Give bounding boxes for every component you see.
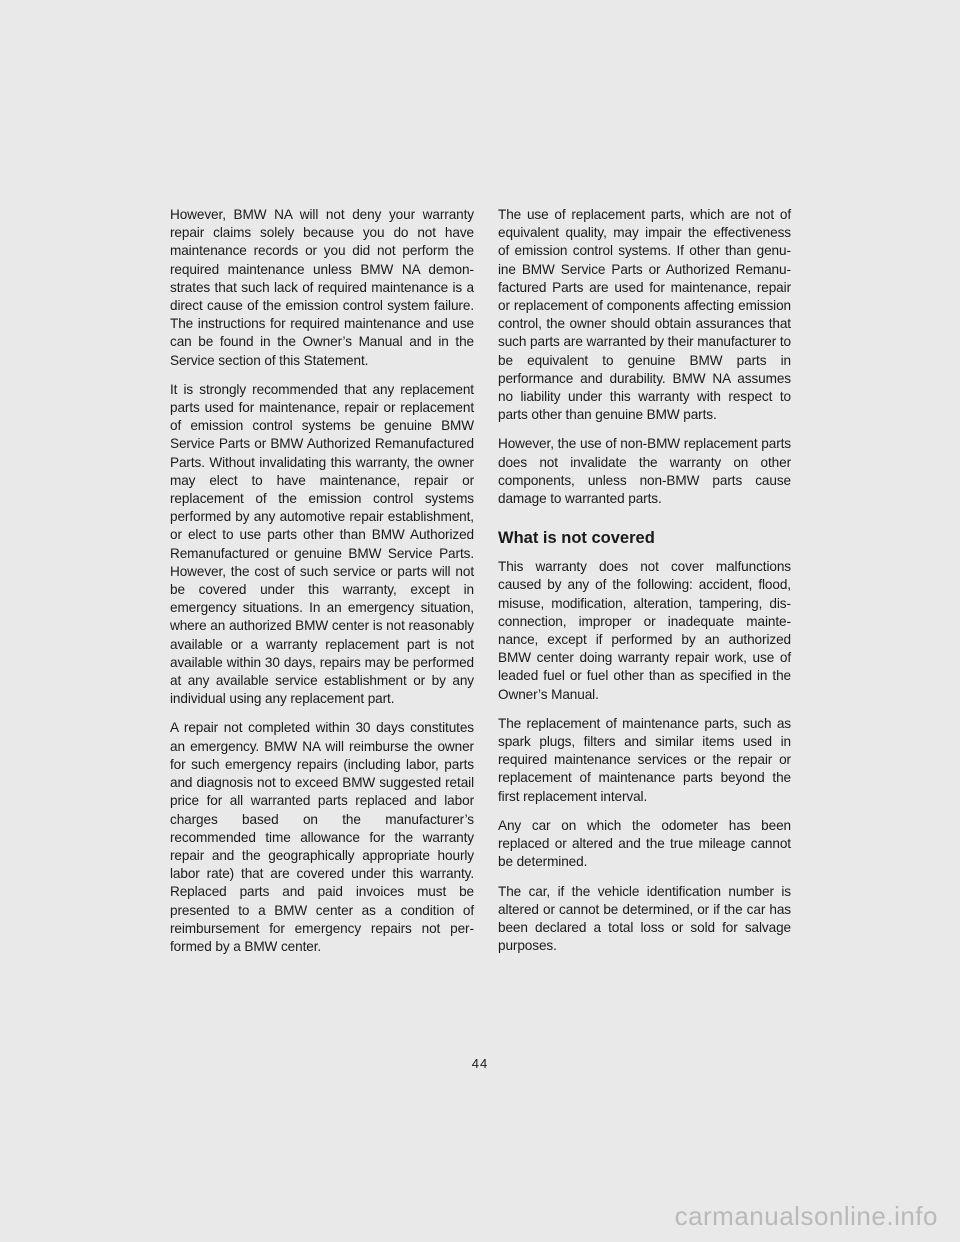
watermark: carmanualsonline.info <box>674 1201 938 1231</box>
paragraph-maintenance-parts: The replacement of maintenance parts, such as spark plugs, filters and similar items used in required maintenance services or the repair or replacement of maintenance parts beyond the first replacement interval. <box>498 715 791 804</box>
page-number: 44 <box>471 1056 489 1071</box>
paragraph-emergency-repairs: A repair not completed within 30 days constitutes an emergency. BMW NA will reimburse the owner for such emergency repairs (including labor, parts and diagnosis not to exceed BMW suggested retail price for all warranted parts replaced and labor charges based on the manufacturer’s recommended time allowance for the warranty repair and the geographically appropriate hourly labor rate) that are covered under this warranty. Replaced parts and paid invoices must be presented to a BMW center as a condition of reimbursement for emergency repairs not performed by a BMW center. <box>170 720 474 954</box>
paragraph-odometer: Any car on which the odometer has been replaced or altered and the true mileage cannot be determined. <box>498 817 791 870</box>
paragraph-vin: The car, if the vehicle identification number is altered or cannot be determined, or if the car has been declared a total loss or sold for salvage purposes. <box>498 883 791 954</box>
right-column <box>498 206 791 966</box>
paragraph-malfunctions: This warranty does not cover malfunctions caused by any of the following: accident, flood, misuse, modification, alteration, tampering, disconnection, improper or inadequate maintenance, except if performed by an authorized BMW center doing warranty repair work, use of leaded fuel or fuel other than as specified in the Owner’s Manual. <box>498 559 791 702</box>
paragraph-replacement-parts: It is strongly recommended that any replacement parts used for maintenance, repair or replacement of emission control systems be genuine BMW Service Parts or BMW Authorized Remanufactured Parts. Without invalidating this warranty, the owner may elect to have maintenance, repair or replacement of the emission control systems performed by any automotive repair establishment, or elect to use parts other than BMW Authorized Remanufactured or genuine BMW Service Parts. However, the cost of such service or parts will not be covered under this warranty, except in emergency situations. In an emergency situation, where an authorized BMW center is not reasonably available or a warranty replacement part is not available within 30 days, repairs may be performed at any available service establishment or by any individual using any replacement part. <box>170 381 474 707</box>
paragraph-non-bmw-parts: However, the use of non-BMW replacement parts does not invalidate the warranty on other components, unless non-BMW parts cause damage to warranted parts. <box>498 436 791 507</box>
paragraph-equivalent-quality: The use of replacement parts, which are not of equivalent quality, may impair the effectiveness of emission control systems. If other than genuine BMW Service Parts or Authorized Remanufactured Parts are used for maintenance, repair or replacement of components affecting emission control, the owner should obtain assurances that such parts are warranted by their manufacturer to be equivalent to genuine BMW parts in performance and durability. BMW NA assumes no liability under this warranty with respect to parts other than genuine BMW parts. <box>498 207 791 423</box>
paragraph-maintenance-records: However, BMW NA will not deny your warranty repair claims solely because you do not have maintenance records or you did not perform the required maintenance unless BMW NA demonstrates that such lack of required maintenance is a direct cause of the emission control system failure. The instructions for required maintenance and use can be found in the Owner’s Manual and in the Service section of this Statement. <box>170 207 474 368</box>
left-column <box>170 206 474 967</box>
section-heading-not-covered: What is not covered <box>498 529 655 548</box>
